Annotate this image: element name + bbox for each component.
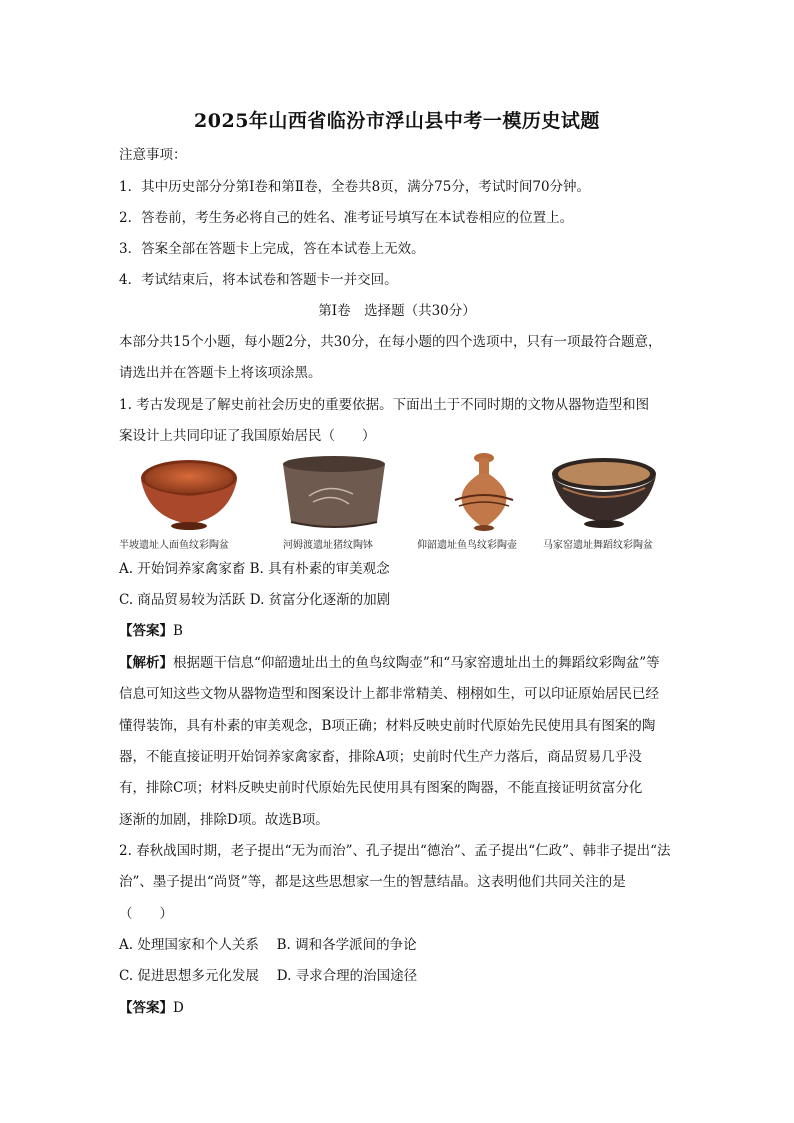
analysis-text: 器，不能直接证明开始饲养家禽家畜，排除A项；史前时代生产力落后，商品贸易几乎没 <box>119 749 642 765</box>
section-title: 第Ⅰ卷 选择题（共30分） <box>318 303 476 319</box>
answer-value: B <box>173 623 183 639</box>
artifact-figure <box>119 452 679 552</box>
analysis-text: 有，排除C项；材料反映史前时代原始先民使用具有图案的陶器，不能直接证明贫富分化 <box>119 780 643 796</box>
answer-label: 【答案】 <box>119 1000 173 1016</box>
section-intro: 请选出并在答题卡上将该项涂黑。 <box>119 365 322 381</box>
artifact-caption: 仰韶遗址鱼鸟纹彩陶壶 <box>417 540 517 551</box>
question-2-stem: 2. 春秋战国时期，老子提出“无为而治”、孔子提出“德治”、孟子提出“仁政”、韩非子提出“法 <box>119 843 671 859</box>
hemudu-bowl-image <box>279 452 389 534</box>
notice-item: 1．其中历史部分分第Ⅰ卷和第Ⅱ卷，全卷共8页，满分75分，考试时间70分钟。 <box>119 179 591 195</box>
question-2-option: A. 处理国家和个人关系 B. 调和各学派间的争论 <box>119 937 417 953</box>
question-1-answer <box>119 621 679 641</box>
majiayao-basin-image <box>549 452 659 534</box>
artifact-caption: 马家窑遗址舞蹈纹彩陶盆 <box>543 540 653 551</box>
answer-value: D <box>173 1000 184 1016</box>
question-1-option: C. 商品贸易较为活跃 D. 贫富分化逐渐的加剧 <box>119 592 391 608</box>
question-2-stem: （ ） <box>119 906 173 922</box>
question-1-option: A. 开始饲养家禽家畜 B. 具有朴素的审美观念 <box>119 561 390 577</box>
page-title: 2025年山西省临汾市浮山县中考一模历史试题 <box>194 110 600 132</box>
question-1-stem: 1. 考古发现是了解史前社会历史的重要依据。下面出土于不同时期的文物从器物造型和图 <box>119 397 650 413</box>
question-2-stem: 治”、墨子提出“尚贤”等，都是这些思想家一生的智慧结晶。这表明他们共同关注的是 <box>119 874 626 890</box>
analysis-text: 逐渐的加剧，排除D项。故选B项。 <box>119 812 329 828</box>
question-1-stem: 案设计上共同印证了我国原始居民（ ） <box>119 428 376 444</box>
analysis-text: 根据题干信息“仰韶遗址出土的鱼鸟纹陶壶”和“马家窑遗址出土的舞蹈纹彩陶盆”等 <box>173 655 660 671</box>
analysis-text: 懂得装饰，具有朴素的审美观念，B项正确；材料反映史前时代原始先民使用具有图案的陶 <box>119 718 656 734</box>
analysis-label: 【解析】 <box>119 655 173 671</box>
question-1-analysis <box>119 653 679 673</box>
notice-heading: 注意事项： <box>119 147 187 163</box>
yangshao-jar-image <box>439 452 529 534</box>
section-intro: 本部分共15个小题，每小题2分，共30分，在每小题的四个选项中，只有一项最符合题意， <box>119 334 662 350</box>
banpo-basin-image <box>139 452 239 534</box>
artifact-caption: 河姆渡遗址猪纹陶钵 <box>283 540 373 551</box>
artifact-caption: 半坡遗址人面鱼纹彩陶盆 <box>119 540 229 551</box>
notice-item: 4．考试结束后，将本试卷和答题卡一并交回。 <box>119 272 398 288</box>
analysis-text: 信息可知这些文物从器物造型和图案设计上都非常精美、栩栩如生，可以印证原始居民已经 <box>119 686 659 702</box>
notice-item: 3．答案全部在答题卡上完成，答在本试卷上无效。 <box>119 241 425 257</box>
question-2-option: C. 促进思想多元化发展 D. 寻求合理的治国途径 <box>119 968 418 984</box>
question-2-answer <box>119 998 679 1018</box>
answer-label: 【答案】 <box>119 623 173 639</box>
notice-item: 2．答卷前，考生务必将自己的姓名、准考证号填写在本试卷相应的位置上。 <box>119 210 574 226</box>
